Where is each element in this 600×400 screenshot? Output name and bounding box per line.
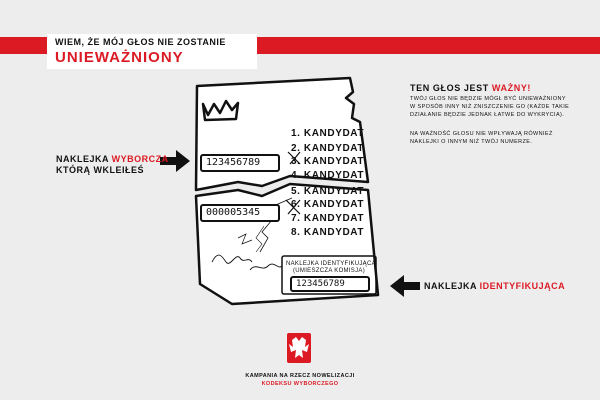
candidate-4: 4. KANDYDAT — [291, 170, 365, 181]
info-title-prefix: TEN GŁOS JEST — [410, 83, 492, 93]
id-sticker-callout-prefix: NAKLEJKA — [424, 281, 480, 291]
footer — [200, 372, 400, 388]
voter-sticker-label-suffix: , — [168, 154, 172, 164]
footer-line1: KAMPANIA NA RZECZ NOWELIZACJI — [245, 373, 355, 379]
id-sticker-number: 123456789 — [290, 276, 370, 292]
id-sticker-label-line1: NAKLEJKA IDENTYFIKUJĄCA — [286, 261, 376, 267]
candidate-1: 1. KANDYDAT — [291, 128, 365, 139]
poland-emblem-icon — [287, 333, 311, 363]
voter-sticker-number-bottom: 000005345 — [200, 204, 280, 222]
footer-line2: KODEKSU WYBORCZEGO — [261, 381, 339, 387]
id-sticker-label-line2: (UMIESZCZA KOMISJA) — [292, 268, 366, 274]
info-paragraph-2: NA WAŻNOŚĆ GŁOSU NIE WPŁYWAJĄ RÓWNIEŻ NAKLEJKI O INNYM NIŻ TWÓJ NUMERZE. — [410, 131, 553, 145]
header-subtitle: WIEM, ŻE MÓJ GŁOS NIE ZOSTANIE — [55, 37, 226, 47]
voter-sticker-label-highlight: WYBORCZA — [111, 154, 169, 164]
voter-sticker-label-line2: KTÓRĄ WKLEIŁEŚ — [56, 165, 144, 175]
voter-sticker-label — [56, 154, 172, 176]
info-title — [410, 83, 531, 93]
candidate-5: 5. KANDYDAT — [291, 186, 365, 197]
info-title-highlight: WAŻNY! — [491, 83, 532, 93]
voter-sticker-label-prefix: NAKLEJKA — [56, 154, 112, 164]
candidate-2: 2. KANDYDAT — [291, 143, 365, 154]
arrow-left-icon — [390, 275, 420, 297]
header-title: UNIEWAŻNIONY — [55, 49, 184, 66]
candidate-3: 3. KANDYDAT — [291, 156, 365, 167]
id-sticker-callout-highlight: IDENTYFIKUJĄCA — [479, 281, 566, 291]
candidate-7: 7. KANDYDAT — [291, 213, 365, 224]
candidate-6: 6. KANDYDAT — [291, 199, 365, 210]
id-sticker-callout — [424, 281, 565, 292]
info-paragraph-1: TWÓJ GŁOS NIE BĘDZIE MÓGŁ BYĆ UNIEWAŻNIONY W SPOSÓB INNY NIŻ ZNISZCZENIE GO (KAŻDE TAKIE DZIAŁANIE BĘDZIE JEDNAK ŁATWE DO WYKRYCIA). — [410, 96, 570, 118]
id-sticker-label — [286, 261, 376, 275]
candidate-8: 8. KANDYDAT — [291, 227, 365, 238]
voter-sticker-number: 123456789 — [200, 154, 280, 172]
